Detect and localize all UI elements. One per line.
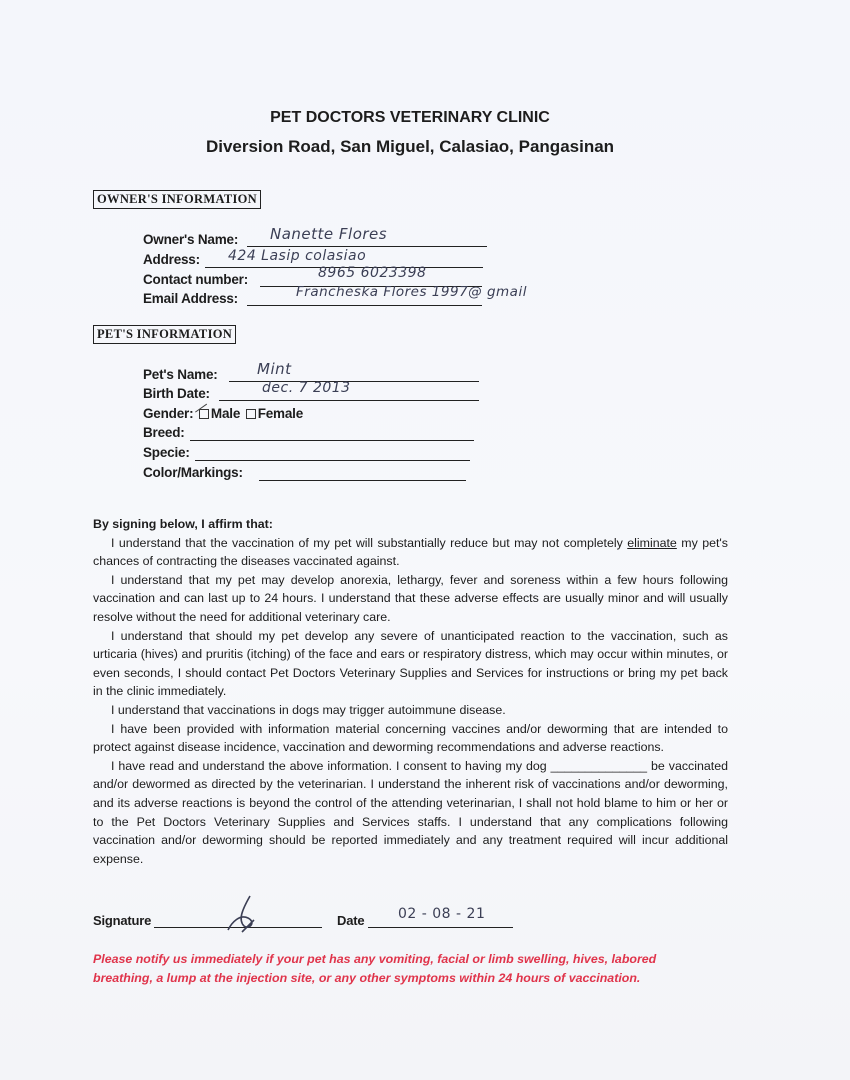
pet-name-field[interactable]: Mint <box>257 360 292 378</box>
consent-paragraph-3: I understand that should my pet develop any severe of unanticipated reaction to the vaccination, such as urticaria (hives) and pruritis (itching) of the face and ears or respiratory distress, which may occur within minutes, or even seconds, I should contact Pet Doctors Veterinary Supplies and Services for instructions or bring my pet back in the clinic immediately. <box>93 628 728 699</box>
consent-body <box>93 515 728 868</box>
consent-p1-underlined: eliminate <box>627 535 677 550</box>
signature-scribble[interactable] <box>220 892 270 938</box>
date-line <box>368 927 513 928</box>
breed-field[interactable] <box>190 440 474 441</box>
gender-male-label: Male <box>210 406 241 421</box>
consent-paragraph-5: I have been provided with information material concerning vaccines and/or deworming that are intended to protect against disease incidence, vaccination and deworming recommendations and adverse reactions. <box>93 721 728 755</box>
signature-label: Signature <box>93 913 152 928</box>
consent-intro: By signing below, I affirm that: <box>93 517 273 531</box>
birth-date-field[interactable]: dec. 7 2013 <box>262 380 351 396</box>
owner-name-field[interactable]: Nanette Flores <box>270 225 388 243</box>
contact-number-field[interactable]: 8965 6023398 <box>318 265 427 281</box>
notice-text: Please notify us immediately if your pet has any vomiting, facial or limb swelling, hives, labored breathing, a lump at the injection site, or any other symptoms within 24 hours of vaccination. <box>93 952 657 985</box>
owner-name-label: Owner's Name: <box>143 232 239 247</box>
consent-p1-pre: I understand that the vaccination of my pet will substantially reduce but may not completely <box>111 535 628 550</box>
owner-name-line <box>247 246 487 247</box>
owner-address-field[interactable]: 424 Lasip colasiao <box>228 248 367 264</box>
dog-name-blank[interactable]: ______________ <box>550 758 648 773</box>
consent-paragraph-4: I understand that vaccinations in dogs may trigger autoimmune disease. <box>111 702 506 717</box>
email-field[interactable]: Francheska Flores 1997@ gmail <box>296 284 527 300</box>
gender-label: Gender: <box>143 406 194 421</box>
consent-p1-post: my pet's chances of contracting the diseases vaccinated against. <box>93 535 728 569</box>
female-checkbox[interactable] <box>246 409 256 419</box>
gender-female-label: Female <box>257 406 304 421</box>
gender-row <box>143 406 303 421</box>
pet-section-heading: PET'S INFORMATION <box>93 325 236 344</box>
consent-p6-post: be vaccinated and/or dewormed as directed by the veterinarian. I understand the inherent risk of vaccinations and/or deworming, and its adverse reactions is beyond the control of the attending veterinarian, I shall not hold blame to him or her or to the Pet Doctors Veterinary Supplies and Services staffs. I understand that any complications following vaccination and/or deworming should be reported immediately and any treatment required will incur additional expense. <box>93 758 728 866</box>
owner-address-label: Address: <box>143 252 200 267</box>
clinic-address: Diversion Road, San Miguel, Calasiao, Pangasinan <box>205 137 615 156</box>
clinic-name: PET DOCTORS VETERINARY CLINIC <box>270 109 550 126</box>
consent-paragraph-2: I understand that my pet may develop anorexia, lethargy, fever and soreness within a few hours following vaccination and can last up to 24 hours. I understand that these adverse effects are usually minor and will usually resolve without the need for additional veterinary care. <box>93 572 728 624</box>
consent-paragraph-1 <box>93 534 728 571</box>
consent-p6-pre: I have read and understand the above information. I consent to having my dog <box>111 758 547 773</box>
color-markings-label: Color/Markings: <box>143 465 243 480</box>
male-checkbox[interactable] <box>199 409 209 419</box>
birth-date-label: Birth Date: <box>143 386 210 401</box>
date-label: Date <box>337 913 365 928</box>
specie-field[interactable] <box>195 460 470 461</box>
email-line <box>247 305 482 306</box>
pet-name-label: Pet's Name: <box>143 367 218 382</box>
consent-paragraph-6 <box>93 757 728 869</box>
specie-label: Specie: <box>143 445 190 460</box>
birth-date-line <box>219 400 479 401</box>
color-markings-field[interactable] <box>259 480 466 481</box>
contact-number-label: Contact number: <box>143 272 249 287</box>
owner-section-heading: OWNER'S INFORMATION <box>93 190 261 209</box>
breed-label: Breed: <box>143 425 185 440</box>
email-label: Email Address: <box>143 291 238 306</box>
date-field[interactable]: 02 - 08 - 21 <box>398 906 486 922</box>
